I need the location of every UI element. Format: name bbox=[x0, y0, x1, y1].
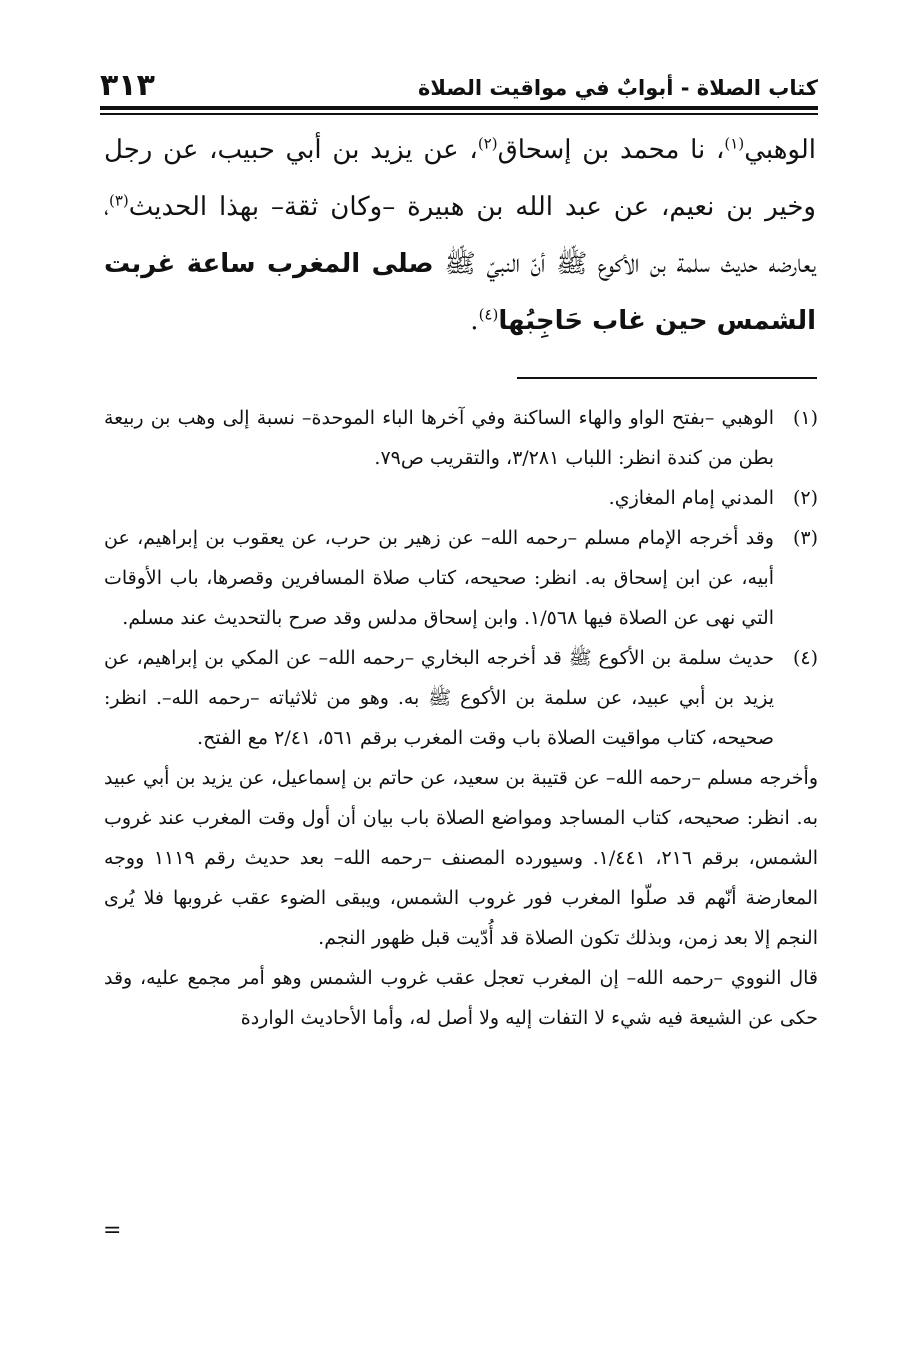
footnote-ref[interactable]: (١) bbox=[724, 134, 745, 153]
main-text-part: ، يعارضه حديث سلمة بن الأكوع ﷺ أنّ النبيّ ﷺ bbox=[104, 192, 817, 279]
footnote-continuation: قال النووي –رحمه الله– إن المغرب تعجل عقب غروب الشمس وهو أمر مجمع عليه، وقد حكى عن الشيعة فيه شيء لا التفات إليه ولا أصل له، وأما الأحاديث الواردة bbox=[104, 967, 818, 1029]
page-header bbox=[100, 62, 818, 104]
footnote bbox=[104, 398, 818, 478]
footnote-ref[interactable]: (٣) bbox=[108, 191, 129, 210]
running-title: كتاب الصلاة - أبوابٌ في مواقيت الصلاة bbox=[417, 76, 818, 100]
main-text-part: ، نا محمد بن إسحاق bbox=[497, 135, 725, 165]
footnote bbox=[104, 478, 818, 518]
footnotes bbox=[104, 398, 818, 1038]
footnote-ref[interactable]: (٤) bbox=[478, 305, 499, 324]
footnote-text: الوهبي –بفتح الواو والهاء الساكنة وفي آخرها الباء الموحدة– نسبة إلى وهب بن ربيعة بطن من كندة انظر: اللباب ٣/٢٨١، والتقريب ص٧٩. bbox=[104, 407, 774, 469]
footnote bbox=[104, 638, 818, 758]
footnote-continuation: وأخرجه مسلم –رحمه الله– عن قتيبة بن سعيد، عن حاتم بن إسماعيل، عن يزيد بن أبي عبيد به. انظر: صحيحه، كتاب المساجد ومواضع الصلاة باب بيان أن أول وقت المغرب عند غروب الشمس، برقم ٢١٦، ١/٤٤١. وسيورده المصنف –رحمه الله– بعد حديث رقم ١١١٩ ووجه المعارضة أنّهم قد صلّوا المغرب فور غروب الشمس، ويبقى الضوء عقب غروبها فلا يُرى النجم إلا بعد زمن، وبذلك تكون الصلاة قد أُدّيت قبل ظهور النجم. bbox=[104, 767, 819, 949]
footnote-ref[interactable]: (٢) bbox=[477, 134, 498, 153]
header-rule-thin bbox=[100, 113, 818, 115]
footnote bbox=[104, 518, 818, 638]
footnote-text: حديث سلمة بن الأكوع ﷺ قد أخرجه البخاري –رحمه الله– عن المكي بن إبراهيم، عن يزيد بن أبي عبيد، عن سلمة بن الأكوع ﷺ به. وهو من ثلاثياته –رحمه الله–. انظر: صحيحه، كتاب مواقيت الصلاة باب وقت المغرب برقم ٥٦١، ٢/٤١ مع الفتح. bbox=[104, 647, 774, 749]
page-number: ٣١٣ bbox=[100, 68, 155, 103]
footnote-text: المدني إمام المغازي. bbox=[608, 487, 774, 509]
footnote-number: (٣) bbox=[792, 527, 818, 549]
main-text-part: . bbox=[470, 306, 479, 336]
hadith-quote: صلى المغرب ساعة غربت الشمس حين غاب حَاجِبُها bbox=[104, 249, 816, 336]
footnote-number: (١) bbox=[792, 407, 818, 429]
main-text-part: الوهبي bbox=[744, 135, 816, 165]
footnote-text: وقد أخرجه الإمام مسلم –رحمه الله– عن زهير بن حرب، عن يعقوب بن إبراهيم، عن أبيه، عن ابن إسحاق به. انظر: صحيحه، كتاب صلاة المسافرين وقصرها، باب الأوقات التي نهى عن الصلاة فيها ١/٥٦٨. وابن إسحاق مدلس وقد صرح بالتحديث عند مسلم. bbox=[104, 527, 774, 629]
footnote-number: (٢) bbox=[792, 487, 818, 509]
main-text bbox=[104, 122, 816, 350]
header-rule-thick bbox=[100, 106, 818, 110]
footnote-number: (٤) bbox=[792, 647, 818, 669]
continuation-mark: = bbox=[103, 1218, 122, 1243]
main-text-part: ، عن يزيد بن أبي حبيب، عن رجل وخير بن نعيم، عن عبد الله بن هبيرة –وكان ثقة– بهذا الحديث bbox=[104, 135, 816, 222]
footnote-separator bbox=[517, 377, 817, 379]
